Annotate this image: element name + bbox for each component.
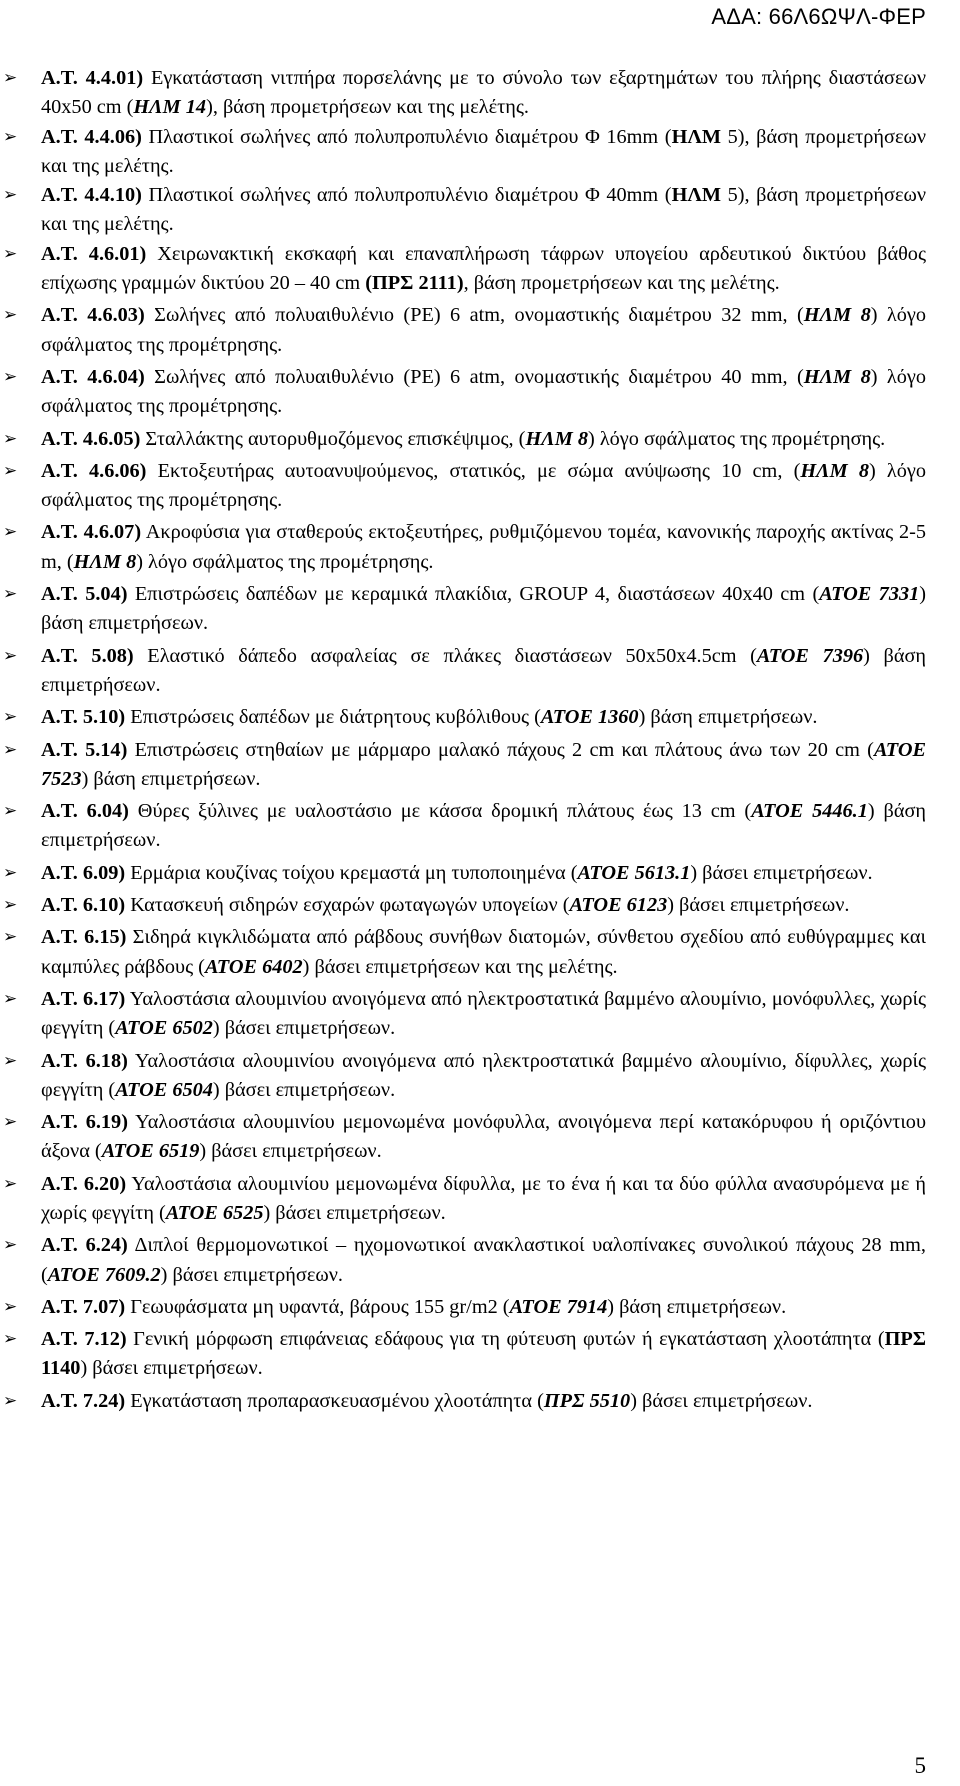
item-code: Α.Τ. 4.6.04) bbox=[41, 365, 145, 388]
item-text: Επιστρώσεις δαπέδων με κεραμικά πλακίδια, GROUP 4, διαστάσεων 40x40 cm ( bbox=[127, 583, 820, 606]
item-text: Επιστρώσεις δαπέδων με διάτρητους κυβόλιθους ( bbox=[125, 706, 541, 729]
item-reference: ΑΤΟΕ 1360 bbox=[540, 706, 639, 729]
list-item bbox=[0, 797, 960, 856]
list-item bbox=[0, 457, 960, 516]
arrow-bullet-icon: ➢ bbox=[3, 801, 18, 822]
item-text: Υαλοστάσια αλουμινίου ανοιγόμενα από ηλεκτροστατικά βαμμένο αλουμίνιο, δίφυλλες, χωρίς φεγγίτη ( bbox=[41, 1049, 927, 1101]
item-reference: ΑΤΟΕ 6504 bbox=[115, 1078, 213, 1101]
item-text: Κατασκευή σιδηρών εσχαρών φωταγωγών υπογείων ( bbox=[125, 894, 570, 917]
list-item bbox=[0, 64, 960, 123]
arrow-bullet-icon: ➢ bbox=[3, 68, 18, 88]
item-text: Γεωυφάσματα μη υφαντά, βάρους 155 gr/m2 ( bbox=[125, 1295, 510, 1318]
item-text-end: ) βάση επιμετρήσεων. bbox=[638, 706, 818, 729]
item-text: Υαλοστάσια αλουμινίου ανοιγόμενα από ηλεκτροστατικά βαμμένο αλουμίνιο, μονόφυλλες, χωρίς φεγγίτη ( bbox=[41, 987, 927, 1040]
item-text: Επιστρώσεις στηθαίων με μάρμαρο μαλακό πάχους 2 cm και πλάτους άνω των 20 cm ( bbox=[127, 738, 874, 761]
item-code: Α.Τ. 6.09) bbox=[41, 861, 126, 884]
item-text-end: ) βάσει επιμετρήσεων. bbox=[667, 894, 850, 917]
item-text: Ερμάρια κουζίνας τοίχου κρεμαστά μη τυποποιημένα ( bbox=[125, 861, 578, 884]
item-reference: ΑΤΟΕ 5613.1 bbox=[577, 861, 691, 884]
item-reference: ΑΤΟΕ 6525 bbox=[165, 1201, 264, 1224]
item-text: Χειρωνακτική εκσκαφή και επαναπλήρωση τάφρων υπογείου αρδευτικού δικτύου βάθος επίχωσης γραμμών δικτύου 20 – 40 cm bbox=[41, 242, 926, 295]
arrow-bullet-icon: ➢ bbox=[3, 645, 18, 666]
page-number: 5 bbox=[914, 1753, 926, 1778]
list-item bbox=[0, 1325, 960, 1384]
arrow-bullet-icon: ➢ bbox=[3, 739, 18, 760]
list-item bbox=[0, 1293, 960, 1322]
item-text-end: , βάση προμετρήσεων και της μελέτης. bbox=[463, 272, 780, 295]
list-item bbox=[0, 1108, 960, 1167]
arrow-bullet-icon: ➢ bbox=[3, 366, 18, 387]
arrow-bullet-icon: ➢ bbox=[3, 895, 18, 916]
item-reference: ΗΛΜ 14 bbox=[133, 96, 207, 119]
item-code: Α.Τ. 6.10) bbox=[41, 894, 126, 917]
item-text: Εκτοξευτήρας αυτοανυψούμενος, στατικός, με σώμα ανύψωσης 10 cm, ( bbox=[146, 459, 801, 482]
arrow-bullet-icon: ➢ bbox=[3, 1329, 18, 1350]
item-code: Α.Τ. 4.6.07) bbox=[41, 521, 142, 544]
item-code: Α.Τ. 4.4.10) bbox=[41, 184, 142, 207]
item-code: Α.Τ. 7.24) bbox=[41, 1389, 126, 1412]
list-item bbox=[0, 363, 960, 422]
item-reference: ΑΤΟΕ 6123 bbox=[569, 894, 668, 917]
item-text: Γενική μόρφωση επιφάνειας εδάφους για τη φύτευση φυτών ή εγκατάσταση χλοοτάπητα ( bbox=[126, 1328, 885, 1351]
item-reference: ΑΤΟΕ 7523 bbox=[41, 738, 926, 790]
item-text-end: ) βάση επιμετρήσεων. bbox=[81, 767, 261, 790]
list-item bbox=[0, 1387, 960, 1416]
item-code: Α.Τ. 6.18) bbox=[41, 1049, 128, 1072]
item-text-end: ) βάσει επιμετρήσεων. bbox=[80, 1357, 263, 1380]
arrow-bullet-icon: ➢ bbox=[3, 1235, 18, 1256]
item-reference: ΑΤΟΕ 6519 bbox=[101, 1140, 200, 1163]
item-text: Σωλήνες από πολυαιθυλένιο (PE) 6 atm, ονομαστικής διαμέτρου 32 mm, ( bbox=[144, 304, 804, 327]
item-code: Α.Τ. 4.4.01) bbox=[41, 67, 144, 89]
item-code: Α.Τ. 7.07) bbox=[41, 1295, 126, 1318]
item-text-end: ) βάσει επιμετρήσεων. bbox=[212, 1078, 396, 1101]
item-text: Εγκατάσταση νιτπήρα πορσελάνης με το σύνολο των εξαρτημάτων του πλήρης διαστάσεων 40x50 cm ( bbox=[41, 67, 926, 119]
arrow-bullet-icon: ➢ bbox=[3, 1296, 18, 1317]
list-item bbox=[0, 736, 960, 795]
list-item bbox=[0, 425, 960, 454]
item-reference: ΗΛΜ 8 bbox=[73, 550, 137, 573]
arrow-bullet-icon: ➢ bbox=[3, 1112, 18, 1133]
item-text-end: ) βάση επιμετρήσεων. bbox=[41, 583, 927, 635]
item-text-end: ) βάσει επιμετρήσεων. bbox=[160, 1263, 343, 1286]
item-code: Α.Τ. 6.04) bbox=[41, 800, 129, 823]
arrow-bullet-icon: ➢ bbox=[3, 584, 18, 605]
item-reference: (ΠΡΣ 2111) bbox=[365, 272, 464, 295]
list-item bbox=[0, 703, 960, 732]
item-text-end: ) βάσει επιμετρήσεων. bbox=[263, 1201, 446, 1224]
item-text-end: ) λόγο σφάλματος της προμέτρησης. bbox=[136, 550, 434, 573]
item-reference: ΗΛΜ 8 bbox=[803, 304, 871, 327]
arrow-bullet-icon: ➢ bbox=[3, 1390, 18, 1411]
item-text: Υαλοστάσια αλουμινίου μεμονωμένα μονόφυλλα, ανοιγόμενα περί κατακόρυφου ή οριζόντιου άξονα ( bbox=[41, 1111, 926, 1163]
list-item bbox=[0, 123, 960, 182]
item-text: Εγκατάσταση προπαρασκευασμένου χλοοτάπητα ( bbox=[125, 1389, 544, 1412]
item-reference: ΗΛΜ bbox=[671, 125, 722, 148]
item-reference: ΑΤΟΕ 7609.2 bbox=[47, 1263, 161, 1286]
list-item bbox=[0, 580, 960, 639]
item-code: Α.Τ. 5.04) bbox=[41, 583, 128, 606]
arrow-bullet-icon: ➢ bbox=[3, 707, 18, 728]
list-item bbox=[0, 518, 960, 577]
arrow-bullet-icon: ➢ bbox=[3, 522, 18, 543]
item-reference: ΑΤΟΕ 6402 bbox=[204, 955, 303, 978]
item-reference: ΠΡΣ 5510 bbox=[543, 1389, 631, 1412]
item-text-end: ) λόγο σφάλματος της προμέτρησης. bbox=[41, 365, 926, 418]
list-item bbox=[0, 1231, 960, 1290]
item-code: Α.Τ. 4.6.05) bbox=[41, 427, 141, 450]
item-text-end: ) βάση επιμετρήσεων. bbox=[41, 800, 927, 852]
item-code: Α.Τ. 4.6.01) bbox=[41, 242, 147, 265]
item-reference: ΗΛΜ 8 bbox=[803, 365, 871, 388]
item-text: Ελαστικό δάπεδο ασφαλείας σε πλάκες διαστάσεων 50x50x4.5cm ( bbox=[133, 644, 757, 667]
item-text: Σιδηρά κιγκλιδώματα από ράβδους συνήθων διατομών, σύνθετου σχεδίου από ευθύγραμμες και καμπύλες ράβδους ( bbox=[41, 926, 927, 978]
list-item bbox=[0, 181, 960, 240]
item-code: Α.Τ. 5.10) bbox=[41, 706, 126, 729]
item-text: Ακροφύσια για σταθερούς εκτοξευτήρες, ρυθμιζόμενου τομέα, κανονικής παροχής ακτίνας 2-5 m, ( bbox=[41, 521, 926, 573]
item-code: Α.Τ. 4.6.06) bbox=[41, 459, 147, 482]
item-code: Α.Τ. 6.17) bbox=[41, 987, 126, 1010]
list-item bbox=[0, 985, 960, 1044]
arrow-bullet-icon: ➢ bbox=[3, 243, 18, 264]
list-item bbox=[0, 891, 960, 920]
arrow-bullet-icon: ➢ bbox=[3, 1173, 18, 1194]
arrow-bullet-icon: ➢ bbox=[3, 460, 18, 481]
item-reference: ΑΤΟΕ 7331 bbox=[819, 583, 920, 606]
arrow-bullet-icon: ➢ bbox=[3, 428, 18, 449]
arrow-bullet-icon: ➢ bbox=[3, 862, 18, 883]
item-code: Α.Τ. 4.4.06) bbox=[41, 125, 142, 148]
item-text-end: ), βάση προμετρήσεων και της μελέτης. bbox=[206, 96, 529, 119]
item-reference: ΠΡΣ 1140 bbox=[41, 1328, 927, 1380]
list-item bbox=[0, 1170, 960, 1229]
item-text-end: ) βάσει επιμετρήσεων. bbox=[690, 861, 873, 884]
item-reference: ΑΤΟΕ 6502 bbox=[115, 1017, 213, 1040]
arrow-bullet-icon: ➢ bbox=[3, 305, 18, 326]
item-reference: ΑΤΟΕ 7396 bbox=[756, 644, 864, 667]
item-code: Α.Τ. 6.20) bbox=[41, 1172, 127, 1195]
item-text-end: ) λόγο σφάλματος της προμέτρησης. bbox=[588, 427, 886, 450]
item-reference: ΗΛΜ 8 bbox=[525, 427, 588, 450]
item-text-end: ) βάση επιμετρήσεων. bbox=[41, 644, 926, 696]
item-code: Α.Τ. 5.14) bbox=[41, 738, 128, 761]
item-text-end: ) λόγο σφάλματος της προμέτρησης. bbox=[41, 459, 926, 512]
item-text-end: ) βάσει επιμετρήσεων. bbox=[199, 1140, 382, 1163]
arrow-bullet-icon: ➢ bbox=[3, 927, 18, 948]
list-item bbox=[0, 301, 960, 360]
item-text-end: ) βάσει επιμετρήσεων και της μελέτης. bbox=[302, 955, 618, 978]
item-text-end: ) λόγο σφάλματος της προμέτρησης. bbox=[41, 304, 926, 356]
ada-header: ΑΔΑ: 66Λ6ΩΨΛ-ΦΕΡ bbox=[711, 4, 926, 29]
item-reference: ΑΤΟΕ 7914 bbox=[509, 1295, 608, 1318]
item-code: Α.Τ. 6.15) bbox=[41, 926, 127, 949]
item-text: Πλαστικοί σωλήνες από πολυπροπυλένιο διαμέτρου Φ 40mm ( bbox=[141, 184, 672, 207]
item-text: Σταλλάκτης αυτορυθμοζόμενος επισκέψιμος, ( bbox=[140, 427, 526, 450]
item-text: Υαλοστάσια αλουμινίου μεμονωμένα δίφυλλα, με το ένα ή και τα δύο φύλλα ανασυρόμενα με ή χωρίς φεγγίτη ( bbox=[41, 1172, 926, 1224]
item-text: Σωλήνες από πολυαιθυλένιο (PE) 6 atm, ονομαστικής διαμέτρου 40 mm, ( bbox=[144, 365, 804, 388]
item-reference: ΗΛΜ 8 bbox=[800, 459, 869, 482]
item-reference: ΗΛΜ bbox=[671, 184, 722, 207]
item-text-end: 5), βάση προμετρήσεων και της μελέτης. bbox=[41, 125, 926, 177]
item-code: Α.Τ. 7.12) bbox=[41, 1328, 127, 1351]
item-text: Θύρες ξύλινες με υαλοστάσιο με κάσσα δρομική πλάτους έως 13 cm ( bbox=[128, 800, 752, 823]
item-code: Α.Τ. 6.19) bbox=[41, 1111, 128, 1134]
list-item bbox=[0, 642, 960, 701]
list-item bbox=[0, 923, 960, 982]
item-text-end: ) βάσει επιμετρήσεων. bbox=[630, 1389, 813, 1412]
arrow-bullet-icon: ➢ bbox=[3, 185, 18, 206]
item-text: Πλαστικοί σωλήνες από πολυπροπυλένιο διαμέτρου Φ 16mm ( bbox=[141, 125, 672, 148]
item-text: Διπλοί θερμομονωτικοί – ηχομονωτικοί ανακλαστικοί υαλοπίνακες συνολικού πάχους 28 mm, ( bbox=[41, 1234, 926, 1286]
item-list bbox=[0, 64, 960, 1416]
arrow-bullet-icon: ➢ bbox=[3, 988, 18, 1009]
item-code: Α.Τ. 5.08) bbox=[41, 644, 134, 667]
item-reference: ΑΤΟΕ 5446.1 bbox=[751, 800, 868, 823]
list-item bbox=[0, 1047, 960, 1106]
item-code: Α.Τ. 4.6.03) bbox=[41, 304, 145, 327]
item-code: Α.Τ. 6.24) bbox=[41, 1234, 128, 1257]
list-item bbox=[0, 240, 960, 299]
item-text-end: 5), βάση προμετρήσεων και της μελέτης. bbox=[41, 184, 926, 236]
item-text-end: ) βάση επιμετρήσεων. bbox=[607, 1295, 787, 1318]
arrow-bullet-icon: ➢ bbox=[3, 1050, 18, 1071]
item-text-end: ) βάσει επιμετρήσεων. bbox=[212, 1017, 396, 1040]
arrow-bullet-icon: ➢ bbox=[3, 126, 18, 147]
list-item bbox=[0, 859, 960, 888]
